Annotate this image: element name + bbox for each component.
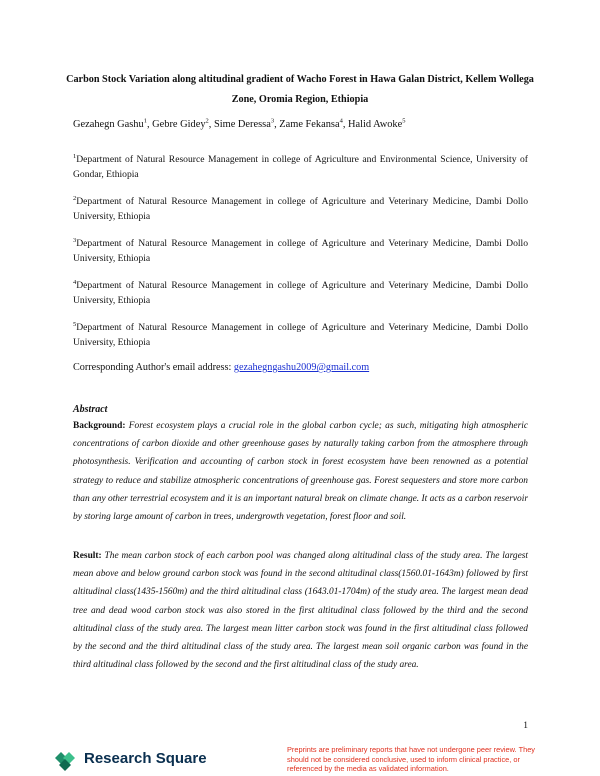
affiliation-1: [73, 152, 528, 182]
abstract-heading: Abstract: [73, 404, 108, 415]
affiliation-sup: 1: [73, 152, 77, 160]
page-number: 1: [523, 721, 528, 731]
research-square-logo-icon: [52, 745, 78, 771]
affiliation-text: Department of Natural Resource Management in college of Agriculture and Veterinary Medicine, Dambi Dollo University, Ethiopia: [73, 322, 528, 348]
affiliation-2: [73, 194, 528, 224]
email-label: Corresponding Author's email address:: [73, 362, 234, 373]
affiliation-sup: 3: [73, 236, 77, 244]
email-link[interactable]: gezahegngashu2009@gmail.com: [233, 362, 370, 373]
affiliation-3: [73, 236, 528, 266]
background-text: Forest ecosystem plays a crucial role in the global carbon cycle; as such, mitigating high atmospheric concentrations of carbon dioxide and other greenhouse gases by naturally taking carbon from the atmosphere through photosynthesis. Verification and accounting of carbon stock in forest ecosystem have been renowned as a potential strategy to reduce and stabilize atmospheric concentrations of greenhouse gas. Forest sequesters and store more carbon than any other terrestrial ecosystem and it is an important natural break on climate change. It acts as a carbon reservoir by storing large amount of carbon in trees, undergrowth vegetation, forest floor and soil.: [73, 421, 528, 523]
affiliation-4: [73, 278, 528, 308]
abstract-result: [73, 547, 528, 674]
author-name: Zame Fekansa: [279, 119, 340, 130]
result-label: Result:: [73, 551, 102, 561]
footer: [0, 742, 600, 776]
author-sup: 1: [143, 117, 147, 125]
author-list: Gezahegn Gashu$^1$, Gebre Gidey$^2$, Sime Deressa$^3$, Zame Fekansa$^4$, Halid Awoke$^5$: [73, 117, 406, 130]
preprint-notice: Preprints are preliminary reports that have not undergone peer review. They should not be considered conclusive, used to inform clinical practice, or referenced by the media as validated information.: [287, 745, 535, 773]
affiliation-text: Department of Natural Resource Management in college of Agriculture and Veterinary Medicine, Dambi Dollo University, Ethiopia: [73, 238, 528, 264]
research-square-logo[interactable]: [52, 745, 207, 771]
author-sup: 4: [339, 117, 343, 125]
result-text: The mean carbon stock of each carbon pool was changed along altitudinal class of the study area. The largest mean above and below ground carbon stock was found in the second altitudinal class(1560.01-1643m) followed by first altitudinal class(1435-1560m) and the third altitudinal class (1643.01-1704m) of the study area. The largest mean dead tree and dead wood carbon stock was also stored in the first altitudinal class followed by the third and the second altitudinal class of the study area. The largest mean litter carbon stock was found in the first altitudinal class followed by the second and the third altitudinal class of the study area. The largest mean soil organic carbon was found in the third altitudinal class followed by the second and the first altitudinal class of the study area.: [73, 551, 528, 671]
author-name: Gezahegn Gashu: [73, 119, 144, 130]
author-name: Halid Awoke: [348, 119, 403, 130]
affiliation-sup: 5: [73, 320, 77, 328]
abstract-background: [73, 417, 528, 526]
author-name: Sime Deressa: [213, 119, 271, 130]
brand-name: Research Square: [84, 749, 207, 767]
author-sup: 3: [270, 117, 275, 125]
affiliation-text: Department of Natural Resource Management in college of Agriculture and Veterinary Medicine, Dambi Dollo University, Ethiopia: [73, 280, 528, 306]
corresponding-email: [73, 362, 369, 373]
author-sup: 5: [402, 117, 406, 125]
background-label: Background:: [73, 421, 126, 431]
paper-title: Carbon Stock Variation along altitudinal gradient of Wacho Forest in Hawa Galan District, Kellem Wollega Zone, Oromia Region, Ethiopia: [66, 74, 534, 105]
affiliation-sup: 4: [73, 278, 77, 286]
author-sup: 2: [205, 117, 209, 125]
affiliation-sup: 2: [73, 194, 77, 202]
affiliation-text: Department of Natural Resource Management in college of Agriculture and Veterinary Medicine, Dambi Dollo University, Ethiopia: [73, 196, 528, 222]
affiliation-text: Department of Natural Resource Management in college of Agriculture and Environmental Science, University of Gondar, Ethiopia: [73, 154, 528, 180]
author-name: Gebre Gidey: [152, 119, 206, 130]
affiliation-5: [73, 320, 528, 350]
